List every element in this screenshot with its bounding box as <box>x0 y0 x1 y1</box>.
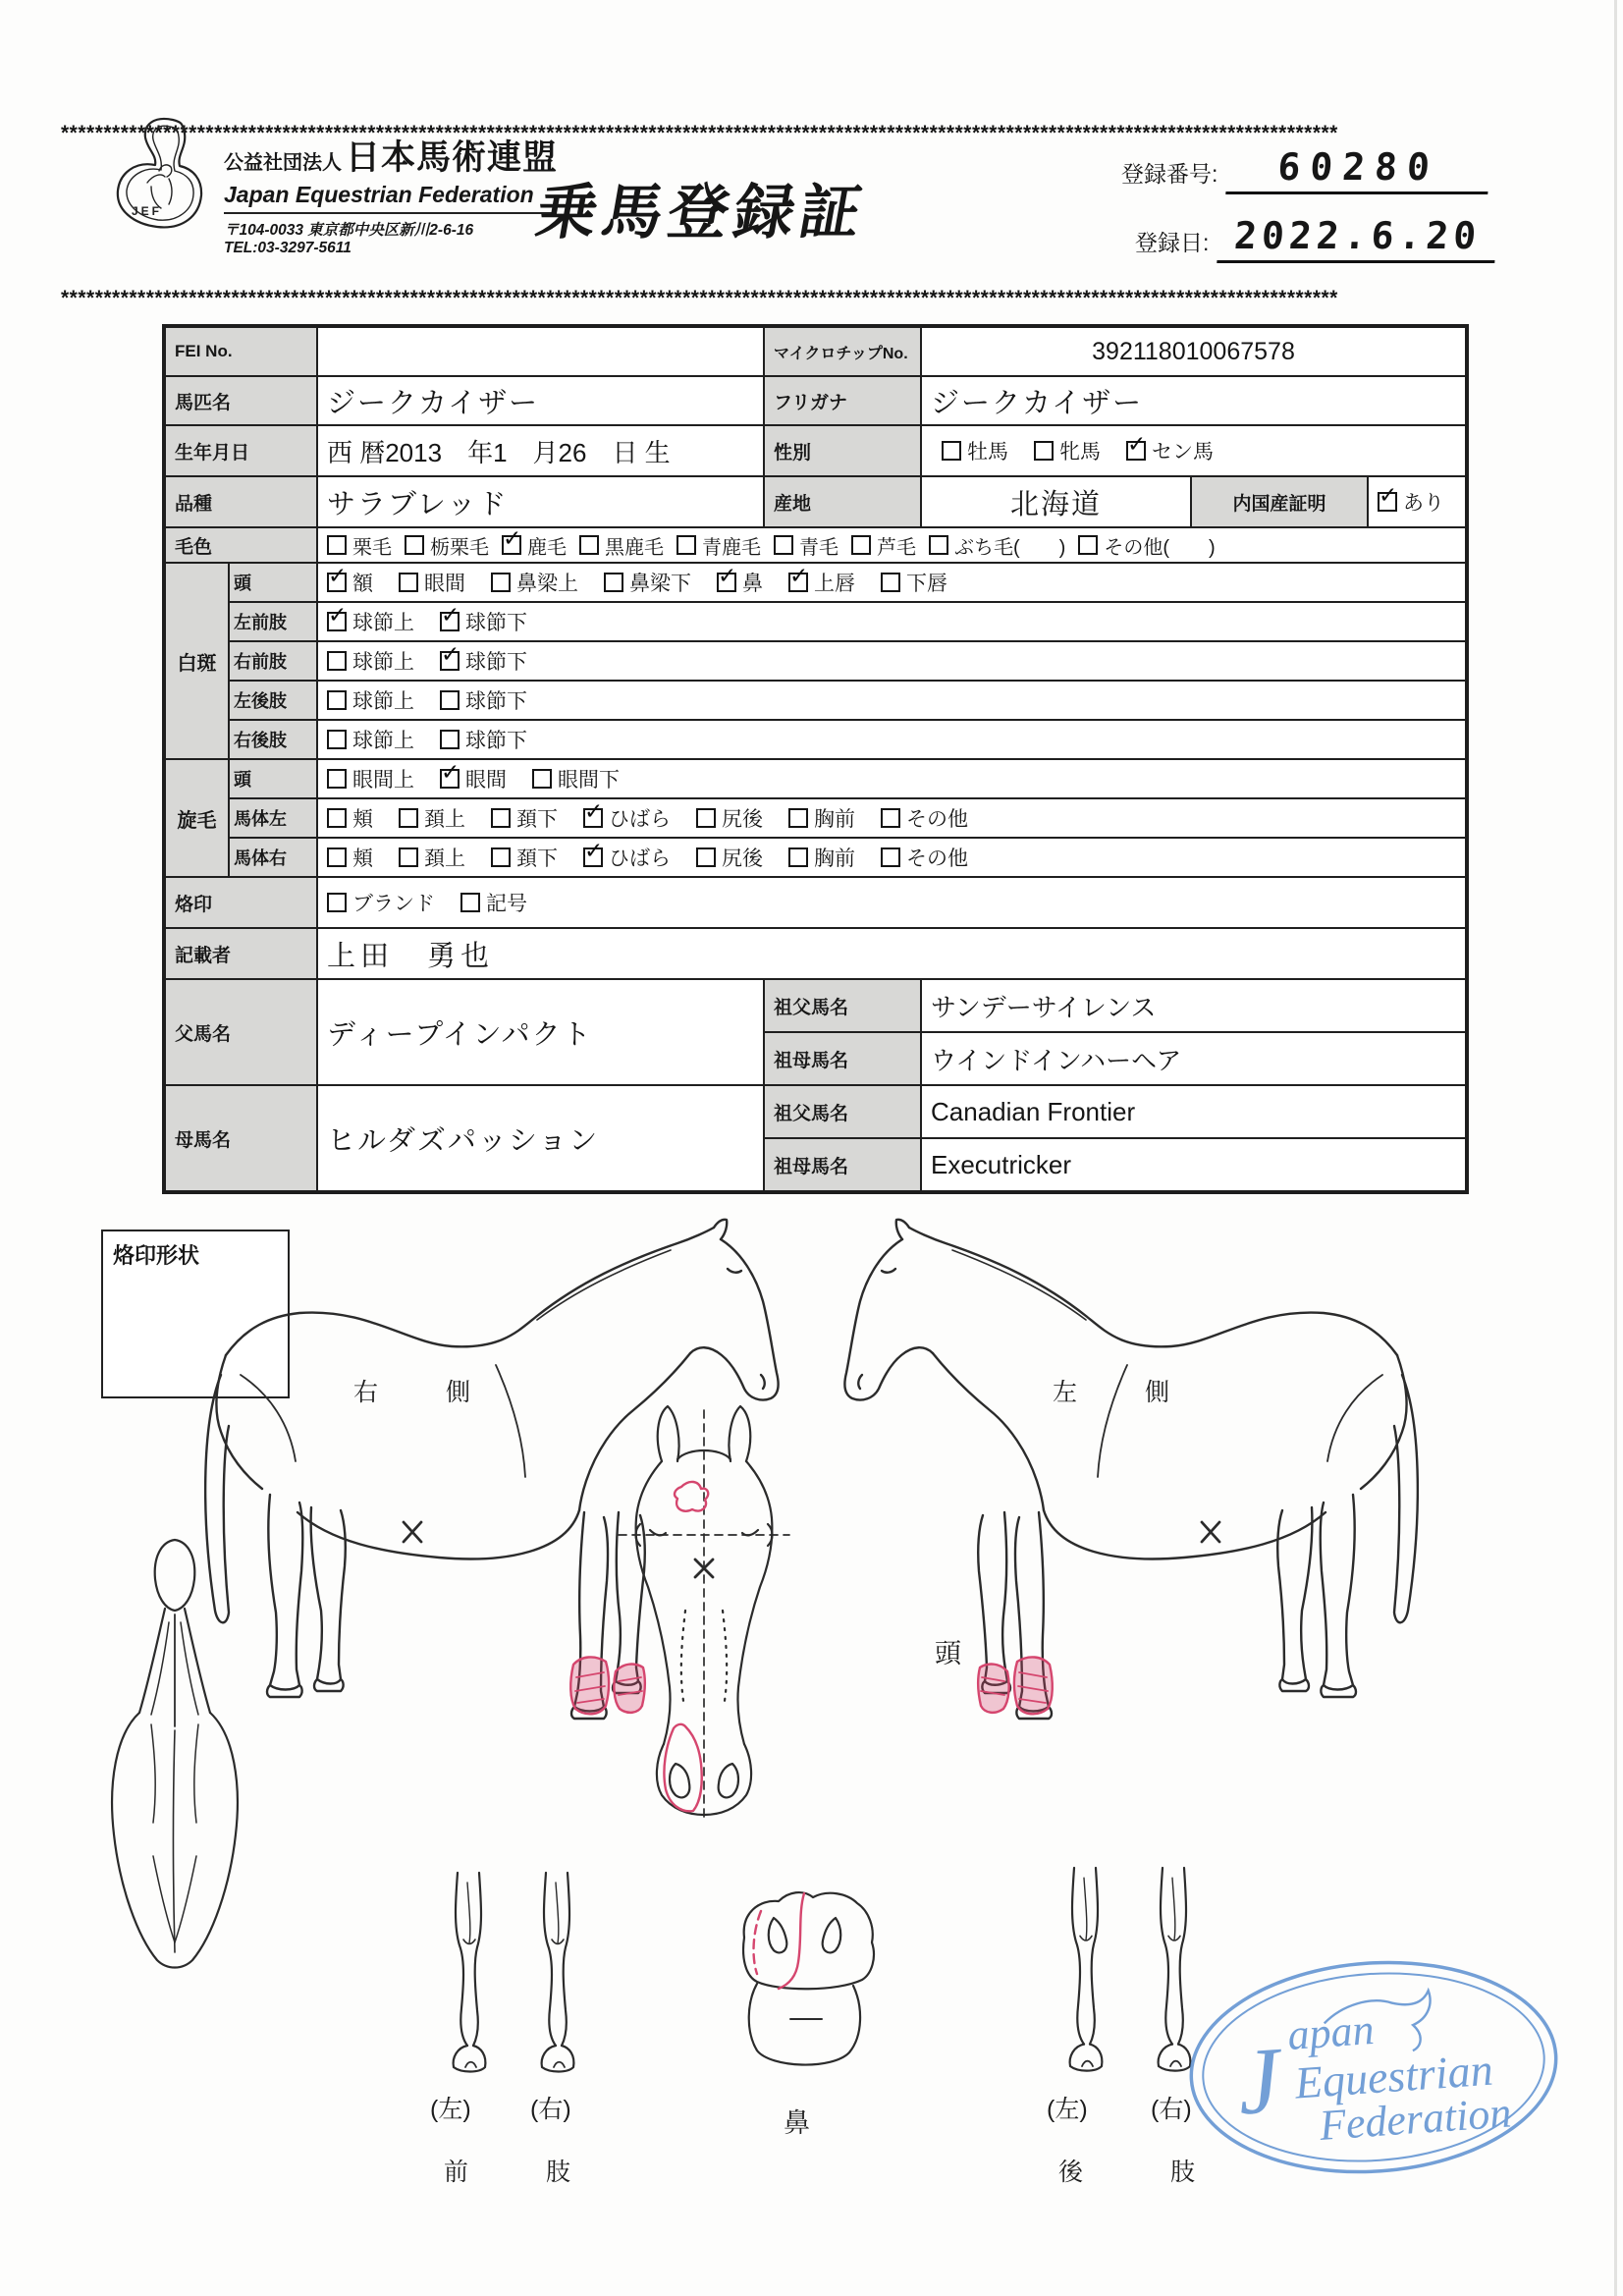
checked-checkbox <box>583 838 604 867</box>
check-mark-icon: ✓ <box>441 641 460 667</box>
unchecked-checkbox <box>1078 535 1098 555</box>
registration-date-label: 登録日: <box>1135 230 1210 255</box>
checked-checkbox <box>1378 482 1398 512</box>
checkbox-option-label: 栗毛 <box>352 536 392 559</box>
rear-limb-word-1: 後 <box>1058 2159 1084 2186</box>
sire-granddam-label: 祖母馬名 <box>764 1032 921 1085</box>
checkbox-option <box>717 563 763 597</box>
checkbox-option-label: 球節上 <box>352 612 414 634</box>
checkbox-option <box>327 646 414 676</box>
checkbox-option-label: 牝馬 <box>1059 441 1101 464</box>
dam-value: ヒルダズパッション <box>317 1085 764 1191</box>
checkbox-option <box>327 888 435 917</box>
checkbox-option-label: 頚下 <box>516 808 558 831</box>
domestic-cert-label: 内国産証明 <box>1191 476 1368 527</box>
whorl-body-left-checkbox-group <box>317 798 1466 838</box>
markings-head-checkbox-group <box>317 563 1466 602</box>
origin-label: 産地 <box>764 476 921 527</box>
dam-grandsire-value: Canadian Frontier <box>921 1085 1466 1138</box>
breed-label: 品種 <box>165 476 317 527</box>
unchecked-checkbox <box>881 573 900 592</box>
checkbox-option <box>327 764 414 793</box>
unchecked-checkbox <box>1034 441 1054 461</box>
checkbox-option <box>788 563 855 597</box>
checkbox-option-label: 眼間下 <box>558 769 620 792</box>
stamp-text-apan: apan <box>1285 2004 1377 2059</box>
birthdate-value: 西 暦2013 年1 月26 日 生 <box>317 425 764 476</box>
markings-right-foreleg-label: 右前肢 <box>229 641 317 681</box>
checkbox-option <box>491 803 558 833</box>
org-address: 〒104-0033 東京都中央区新川2-6-16 <box>224 222 474 239</box>
whorl-head-checkbox-group <box>317 759 1466 798</box>
organization-block <box>224 131 577 257</box>
check-mark-icon: ✓ <box>1379 482 1398 508</box>
unchecked-checkbox <box>440 690 460 710</box>
checkbox-option-label: その他 <box>906 808 968 831</box>
checkbox-option <box>327 685 414 715</box>
unchecked-checkbox <box>929 535 948 555</box>
checkbox-option <box>851 531 916 560</box>
checkbox-option <box>440 641 527 676</box>
registration-date-row <box>1121 214 1496 263</box>
rear-left-label: (左) <box>1047 2096 1088 2123</box>
fei-value <box>317 327 764 376</box>
whorl-body-right-checkbox-group <box>317 838 1466 877</box>
right-side-view-label: 右 側 <box>353 1379 493 1406</box>
checkbox-option-label: 眼間上 <box>352 769 414 792</box>
logo-jef-text: JEF <box>132 204 163 218</box>
checked-checkbox <box>327 563 348 592</box>
checked-checkbox <box>717 563 737 592</box>
checkbox-option <box>532 764 620 793</box>
checkbox-option-label: 頚上 <box>424 808 465 831</box>
checkbox-option <box>399 803 465 833</box>
checkbox-option-label: 尻後 <box>722 847 763 870</box>
checkbox-option-label: 芦毛 <box>877 536 916 559</box>
checkbox-option-label: ひばら <box>609 847 671 870</box>
rear-right-label: (右) <box>1151 2096 1192 2123</box>
checkbox-option <box>942 436 1008 465</box>
check-mark-icon: ✓ <box>584 838 604 863</box>
checkbox-option-label: セン馬 <box>1152 441 1214 464</box>
checkbox-option <box>579 531 664 560</box>
checkbox-option-label: 鹿毛 <box>527 536 567 559</box>
whorls-group-label: 旋毛 <box>165 759 229 877</box>
unchecked-checkbox <box>491 847 511 867</box>
checked-checkbox <box>583 798 604 828</box>
brand-label: 烙印 <box>165 877 317 928</box>
checkbox-option-label: 牡馬 <box>967 441 1008 464</box>
registration-table <box>162 324 1469 1194</box>
unchecked-checkbox <box>399 847 418 867</box>
whorl-body-left-label: 馬体左 <box>229 798 317 838</box>
microchip-value: 392118010067578 <box>921 327 1466 376</box>
unchecked-checkbox <box>774 535 793 555</box>
checkbox-option <box>881 568 947 597</box>
checkbox-option <box>327 803 373 833</box>
checkbox-option-label: ぶち毛( ) <box>954 536 1066 559</box>
white-markings-group-label: 白斑 <box>165 563 229 759</box>
checkbox-option-label: 胸前 <box>814 808 855 831</box>
unchecked-checkbox <box>942 441 961 461</box>
scan-edge-artifact <box>1614 0 1617 2296</box>
checkbox-option-label: その他( ) <box>1104 536 1216 559</box>
check-mark-icon: ✓ <box>584 798 604 824</box>
checkbox-option <box>399 568 465 597</box>
checkbox-option <box>327 531 392 560</box>
check-mark-icon: ✓ <box>328 563 348 588</box>
muzzle-diagram <box>720 1884 896 2085</box>
front-limb-word-2: 肢 <box>546 2159 571 2186</box>
checked-checkbox <box>440 602 460 631</box>
horse-name-label: 馬匹名 <box>165 376 317 425</box>
checkbox-option-label: 頬 <box>352 808 373 831</box>
checked-checkbox <box>440 641 460 671</box>
unchecked-checkbox <box>460 893 480 912</box>
checkbox-option <box>440 602 527 636</box>
origin-value: 北海道 <box>921 476 1191 527</box>
checkbox-option <box>405 531 489 560</box>
check-mark-icon: ✓ <box>789 563 809 588</box>
checkbox-option <box>327 725 414 754</box>
checkbox-option <box>881 803 968 833</box>
jef-saddle-logo <box>108 114 214 234</box>
checked-checkbox <box>788 563 809 592</box>
checkbox-option-label: 胸前 <box>814 847 855 870</box>
check-mark-icon: ✓ <box>718 563 737 588</box>
org-telephone: TEL:03-3297-5611 <box>224 240 352 256</box>
checkbox-option-label: 球節下 <box>465 651 527 674</box>
unchecked-checkbox <box>491 808 511 828</box>
whorl-head-label: 頭 <box>229 759 317 798</box>
sex-label: 性別 <box>764 425 921 476</box>
registration-number-label: 登録番号: <box>1121 161 1218 187</box>
rear-limb-word-2: 肢 <box>1170 2159 1196 2186</box>
markings-left-hindleg-label: 左後肢 <box>229 681 317 720</box>
org-prefix: 公益社団法人 <box>224 152 342 174</box>
nose-view-label: 鼻 <box>784 2108 810 2138</box>
checkbox-option <box>327 843 373 872</box>
checkbox-option-label: 眼間 <box>465 769 507 792</box>
recorder-value: 上田 勇也 <box>317 928 1466 979</box>
unchecked-checkbox <box>579 535 599 555</box>
checkbox-option <box>788 803 855 833</box>
markings-right-hindleg-checkbox-group <box>317 720 1466 759</box>
asterisk-separator-bottom: ****************************************************************************************************************************************************** <box>61 287 1338 309</box>
checkbox-option <box>440 685 527 715</box>
unchecked-checkbox <box>851 535 871 555</box>
checkbox-option-label: 球節上 <box>352 730 414 752</box>
checkbox-option-label: 球節下 <box>465 730 527 752</box>
checkbox-option-label: ブランド <box>352 893 435 915</box>
coat-color-checkbox-group <box>317 527 1466 563</box>
fei-label: FEI No. <box>165 327 317 376</box>
brand-shape-label: 烙印形状 <box>113 1243 200 1268</box>
unchecked-checkbox <box>881 808 900 828</box>
checkbox-option <box>491 843 558 872</box>
sire-grandsire-value: サンデーサイレンス <box>921 979 1466 1032</box>
checkbox-option-label: 額 <box>352 573 373 595</box>
unchecked-checkbox <box>440 730 460 749</box>
markings-left-foreleg-checkbox-group <box>317 602 1466 641</box>
unchecked-checkbox <box>788 808 808 828</box>
front-right-label: (右) <box>530 2096 571 2123</box>
unchecked-checkbox <box>696 808 716 828</box>
checkbox-option <box>676 531 761 560</box>
checkbox-option <box>440 725 527 754</box>
checkbox-option <box>1378 482 1444 517</box>
checkbox-option-label: 球節上 <box>352 651 414 674</box>
recorder-label: 記載者 <box>165 928 317 979</box>
brand-checkbox-group <box>317 877 1466 928</box>
unchecked-checkbox <box>327 690 347 710</box>
coat-color-label: 毛色 <box>165 527 317 563</box>
checkbox-option <box>440 759 507 793</box>
unchecked-checkbox <box>327 651 347 671</box>
checkbox-option-label: 鼻梁上 <box>516 573 578 595</box>
breed-value: サラブレッド <box>317 476 764 527</box>
registration-number-value: 60280 <box>1226 145 1491 194</box>
check-mark-icon: ✓ <box>1127 431 1147 457</box>
checkbox-option <box>881 843 968 872</box>
sire-granddam-value: ウインドインハーヘア <box>921 1032 1466 1085</box>
unchecked-checkbox <box>327 808 347 828</box>
checkbox-option-label: 下唇 <box>906 573 947 595</box>
unchecked-checkbox <box>399 573 418 592</box>
checkbox-option-label: 頚上 <box>424 847 465 870</box>
checked-checkbox <box>440 759 460 789</box>
checkbox-option-label: 尻後 <box>722 808 763 831</box>
registration-number-row <box>1121 145 1489 194</box>
unchecked-checkbox <box>399 808 418 828</box>
checkbox-option-label: 栃栗毛 <box>430 536 489 559</box>
checkbox-option <box>460 888 527 917</box>
furigana-label: フリガナ <box>764 376 921 425</box>
horse-head-front-diagram <box>611 1404 797 1827</box>
checkbox-option <box>327 563 373 597</box>
checkbox-option <box>696 803 763 833</box>
dam-granddam-value: Executricker <box>921 1138 1466 1191</box>
sire-label: 父馬名 <box>165 979 317 1085</box>
checkbox-option-label: 球節下 <box>465 612 527 634</box>
checkbox-option-label: 青毛 <box>799 536 839 559</box>
checkbox-option-label: 青鹿毛 <box>702 536 761 559</box>
check-mark-icon: ✓ <box>503 527 522 551</box>
horse-left-side-diagram <box>833 1218 1451 1728</box>
checkbox-option <box>1126 431 1214 465</box>
checkbox-option <box>1034 436 1101 465</box>
checkbox-option-label: 眼間 <box>424 573 465 595</box>
asterisk-separator-top: ****************************************************************************************************************************************************** <box>61 122 1338 144</box>
checkbox-option-label: 頚下 <box>516 847 558 870</box>
dam-grandsire-label: 祖父馬名 <box>764 1085 921 1138</box>
checkbox-option-label: ひばら <box>609 808 671 831</box>
sex-checkbox-group <box>921 425 1466 476</box>
checkbox-option <box>399 843 465 872</box>
front-left-label: (左) <box>430 2096 471 2123</box>
unchecked-checkbox <box>327 730 347 749</box>
checkbox-option-label: 鼻 <box>742 573 763 595</box>
check-mark-icon: ✓ <box>441 602 460 628</box>
checkbox-option <box>583 838 671 872</box>
checkbox-option-label: あり <box>1403 492 1444 515</box>
head-view-label: 頭 <box>935 1639 961 1668</box>
microchip-label: マイクロチップNo. <box>764 327 921 376</box>
unchecked-checkbox <box>491 573 511 592</box>
checkbox-option-label: 上唇 <box>814 573 855 595</box>
checkbox-option <box>491 568 578 597</box>
stamp-letter-j: J <box>1233 2026 1283 2135</box>
checkbox-option <box>696 843 763 872</box>
horse-top-view-diagram <box>96 1532 253 1974</box>
unchecked-checkbox <box>327 769 347 789</box>
unchecked-checkbox <box>881 847 900 867</box>
front-legs-diagram <box>422 1871 604 2077</box>
unchecked-checkbox <box>604 573 623 592</box>
birthdate-label: 生年月日 <box>165 425 317 476</box>
dam-granddam-label: 祖母馬名 <box>764 1138 921 1191</box>
stamp-text-equestrian: Equestrian <box>1293 2044 1495 2108</box>
markings-left-foreleg-label: 左前肢 <box>229 602 317 641</box>
org-name: 日本馬術連盟 <box>346 138 559 177</box>
sire-value: ディープインパクト <box>317 979 764 1085</box>
checkbox-option <box>788 843 855 872</box>
unchecked-checkbox <box>696 847 716 867</box>
domestic-cert-checkbox-group <box>1368 476 1466 527</box>
unchecked-checkbox <box>327 893 347 912</box>
check-mark-icon: ✓ <box>328 602 348 628</box>
checkbox-option <box>929 531 1065 560</box>
markings-right-foreleg-checkbox-group <box>317 641 1466 681</box>
sire-grandsire-label: 祖父馬名 <box>764 979 921 1032</box>
horse-name-value: ジークカイザー <box>317 376 764 425</box>
unchecked-checkbox <box>788 847 808 867</box>
stamp-text-federation: Federation <box>1318 2088 1513 2150</box>
checkbox-option-label: 球節下 <box>465 690 527 713</box>
checked-checkbox <box>1126 431 1147 461</box>
unchecked-checkbox <box>327 847 347 867</box>
registration-date-value: 2022.6.20 <box>1217 214 1498 263</box>
left-side-view-label: 左 側 <box>1053 1379 1192 1406</box>
checkbox-option <box>583 798 671 833</box>
federation-stamp <box>1180 1949 1568 2185</box>
checkbox-option <box>327 602 414 636</box>
unchecked-checkbox <box>327 535 347 555</box>
org-name-english: Japan Equestrian Federation <box>224 182 556 214</box>
unchecked-checkbox <box>676 535 696 555</box>
markings-head-label: 頭 <box>229 563 317 602</box>
unchecked-checkbox <box>532 769 552 789</box>
checkbox-option <box>604 568 691 597</box>
checkbox-option-label: 黒鹿毛 <box>605 536 664 559</box>
checkbox-option <box>774 531 839 560</box>
checkbox-option <box>1078 531 1215 560</box>
checked-checkbox <box>502 527 522 555</box>
markings-right-hindleg-label: 右後肢 <box>229 720 317 759</box>
markings-left-hindleg-checkbox-group <box>317 681 1466 720</box>
dam-label: 母馬名 <box>165 1085 317 1191</box>
unchecked-checkbox <box>405 535 424 555</box>
checked-checkbox <box>327 602 348 631</box>
checkbox-option-label: 球節上 <box>352 690 414 713</box>
checkbox-option-label: 記号 <box>486 893 527 915</box>
checkbox-option-label: その他 <box>906 847 968 870</box>
whorl-body-right-label: 馬体右 <box>229 838 317 877</box>
furigana-value: ジークカイザー <box>921 376 1466 425</box>
front-limb-word-1: 前 <box>444 2159 469 2186</box>
document-title: 乗馬登録証 <box>531 179 873 246</box>
checkbox-option-label: 鼻梁下 <box>629 573 691 595</box>
checkbox-option <box>502 527 567 560</box>
checkbox-option-label: 頬 <box>352 847 373 870</box>
check-mark-icon: ✓ <box>441 759 460 785</box>
